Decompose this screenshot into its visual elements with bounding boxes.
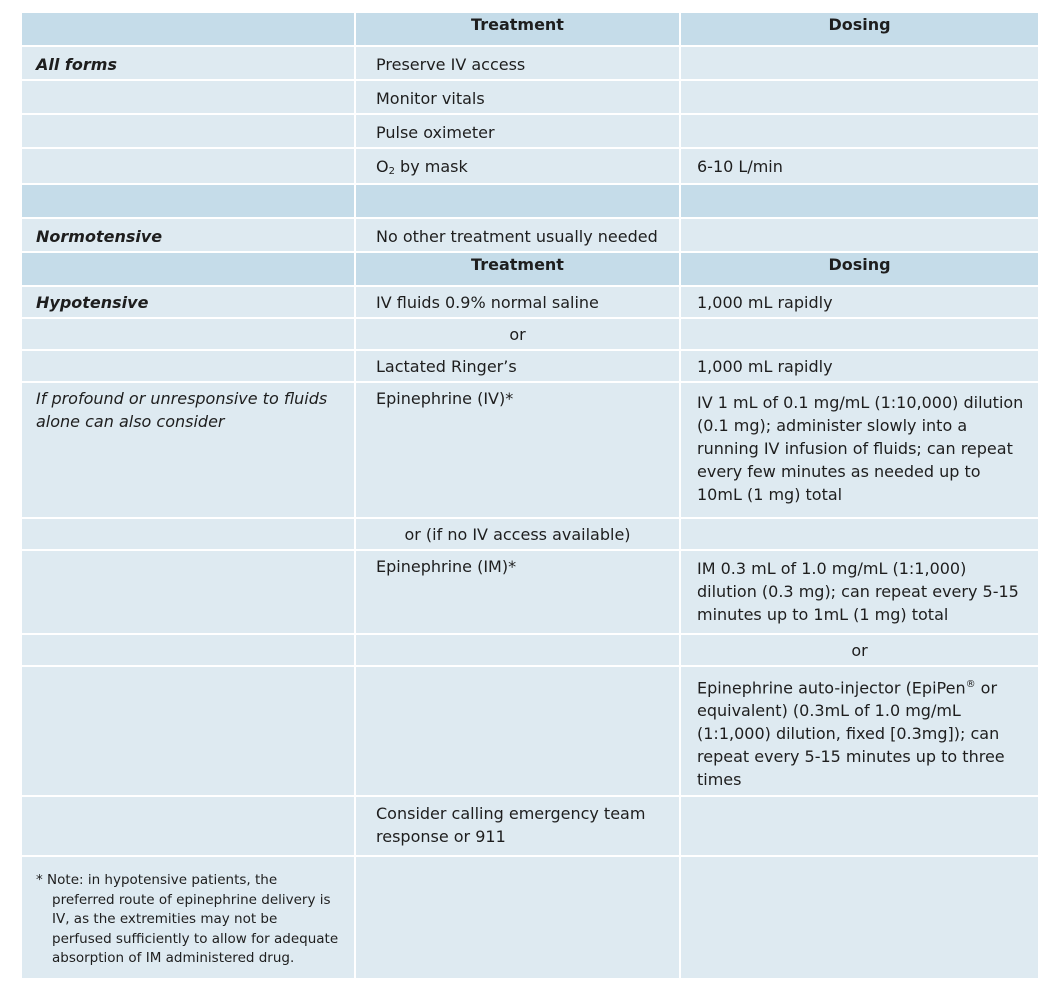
pulse-oximeter-text: Pulse oximeter	[376, 123, 495, 142]
or-text: or	[509, 325, 526, 344]
all-forms-label: All forms	[36, 55, 117, 74]
iv-fluids-dose-text: 1,000 mL rapidly	[697, 293, 833, 312]
normotensive-treatment-text: No other treatment usually needed	[376, 227, 658, 246]
o2-mask-text: $O_2$ by mask	[376, 157, 468, 177]
header-blank-cell	[21, 12, 355, 46]
table-row	[21, 634, 1039, 666]
lactated-ringers-text: Lactated Ringer’s	[376, 357, 517, 376]
table-row	[21, 518, 1039, 550]
emergency-text: Consider calling emergency team response or 911	[376, 804, 646, 846]
treatment-header: Treatment	[355, 12, 680, 46]
epinephrine-iv-text: Epinephrine (IV)*	[376, 389, 514, 408]
table-row	[21, 550, 1039, 634]
table-row	[21, 80, 1039, 114]
header-row	[21, 12, 1039, 46]
table-row	[21, 350, 1039, 382]
normotensive-label: Normotensive	[36, 227, 163, 246]
epinephrine-im-text: Epinephrine (IM)*	[376, 557, 517, 576]
dosing-header: Dosing	[680, 252, 1039, 286]
autoinjector-dose-text: Epinephrine auto-injector (EpiPen® or equivalent) (0.3mL of 1.0 mg/mL (1:1,000) dilution, fixed [0.3mg]); can repeat every 5-15 minutes up to three times	[697, 678, 1005, 790]
note-row	[21, 856, 1039, 979]
preserve-iv-text: Preserve IV access	[376, 55, 526, 74]
table-row	[21, 666, 1039, 796]
footnote-text: * Note: in hypotensive patients, the preferred route of epinephrine delivery is IV, as the extremities may not be perfused sufficiently to allow for adequate absorption of IM administered drug.	[36, 872, 339, 966]
monitor-vitals-text: Monitor vitals	[376, 89, 485, 108]
or-no-iv-text: or (if no IV access available)	[404, 525, 631, 544]
treatment-header: Treatment	[355, 252, 680, 286]
epinephrine-im-dose-text: IM 0.3 mL of 1.0 mg/mL (1:1,000) dilution (0.3 mg); can repeat every 5-15 minutes up to 1mL (1 mg) total	[697, 559, 1019, 624]
table-row	[21, 148, 1039, 184]
table-row	[21, 286, 1039, 318]
spacer-row	[21, 184, 1039, 218]
lactated-ringers-dose-text: 1,000 mL rapidly	[697, 357, 833, 376]
header-blank-cell	[21, 252, 355, 286]
iv-fluids-text: IV fluids 0.9% normal saline	[376, 293, 599, 312]
header-row	[21, 252, 1039, 286]
table-row	[21, 46, 1039, 80]
table-row	[21, 318, 1039, 350]
profound-label: If profound or unresponsive to fluids alone can also consider	[36, 389, 328, 431]
dosing-header: Dosing	[680, 12, 1039, 46]
table-row	[21, 218, 1039, 252]
table-row	[21, 382, 1039, 518]
o2-dose-text: 6-10 L/min	[697, 157, 783, 176]
epinephrine-iv-dose-text: IV 1 mL of 0.1 mg/mL (1:10,000) dilution (0.1 mg); administer slowly into a running IV infusion of fluids; can repeat every few minutes as needed up to 10mL (1 mg) total	[697, 393, 1024, 504]
or-text: or	[851, 641, 868, 660]
table-row	[21, 796, 1039, 856]
anaphylaxis-treatment-table	[20, 11, 1040, 980]
table-row	[21, 114, 1039, 148]
hypotensive-label: Hypotensive	[36, 293, 149, 312]
